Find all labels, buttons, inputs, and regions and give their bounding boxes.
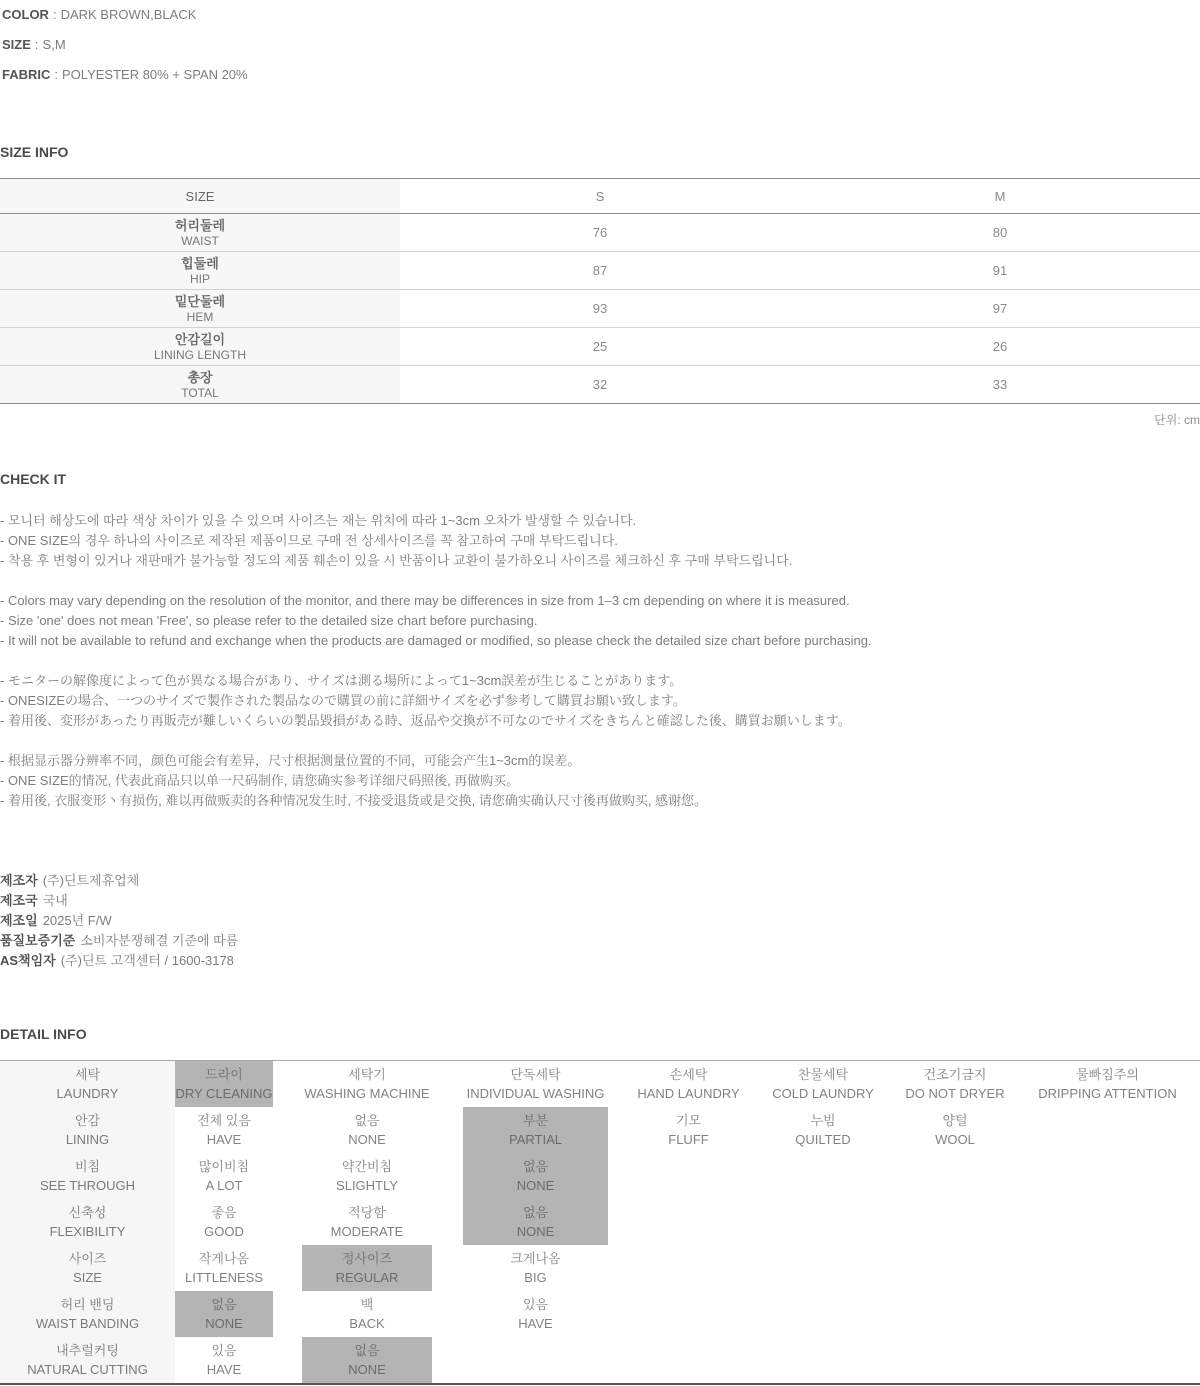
detail-option-en: DRIPPING ATTENTION [1038, 1086, 1177, 1101]
detail-option-en: WOOL [935, 1132, 975, 1147]
detail-option-en: GOOD [204, 1224, 244, 1239]
size-value-s: 93 [592, 301, 608, 316]
detail-option-en: MODERATE [330, 1224, 404, 1239]
size-row-label-en: WAIST [181, 233, 219, 248]
detail-option [900, 1107, 1010, 1153]
detail-option-kr: 세탁기 [348, 1067, 386, 1082]
detail-header-kr: 내추럴커팅 [56, 1343, 119, 1358]
check-note-line: - 着用後, 衣服变形丶有损伤, 难以再做贩卖的各种情况发生时, 不接受退货或是交换, 请您确实确认尺寸後再做购买, 感谢您。 [0, 793, 708, 808]
detail-option-en: NONE [205, 1316, 243, 1331]
detail-option [302, 1291, 432, 1337]
check-note-line: - モニターの解像度によって色が異なる場合があり、サイズは測る場所によって1~3cm誤差が生じることがあります。 [0, 673, 683, 688]
manufacturer-label: 제조국 [0, 893, 38, 908]
detail-option-kr: 백 [360, 1297, 374, 1312]
detail-option-en: LITTLENESS [184, 1270, 264, 1285]
manufacturer-line [0, 871, 1200, 891]
detail-option-selected [302, 1337, 432, 1383]
detail-option-kr: 건조기금지 [923, 1067, 987, 1082]
detail-option [1030, 1061, 1185, 1107]
detail-option-kr: 단독세탁 [510, 1067, 561, 1082]
detail-row-header [0, 1153, 175, 1199]
detail-option-en: HAND LAUNDRY [637, 1086, 740, 1101]
detail-option-kr: 없음 [522, 1205, 549, 1220]
detail-header-en: SIZE [73, 1270, 102, 1285]
size-row-label [0, 290, 400, 328]
detail-option-kr: 작게나옴 [198, 1251, 250, 1266]
check-note-line: - It will not be available to refund and exchange when the products are damaged or modified, so please check the detailed size chart before purchasing. [0, 633, 872, 648]
detail-option [463, 1061, 608, 1107]
detail-row-header [0, 1337, 175, 1383]
detail-option-kr: 누빔 [810, 1113, 836, 1128]
manufacturer-info [0, 871, 1200, 971]
detail-option [463, 1245, 608, 1291]
size-value-s: 25 [592, 339, 608, 354]
manufacturer-line [0, 891, 1200, 911]
spec-size [2, 38, 1200, 52]
size-info-body [0, 214, 1200, 404]
detail-header-kr: 안감 [74, 1113, 101, 1128]
detail-option-kr: 양털 [942, 1113, 968, 1128]
spec-separator: : [54, 67, 59, 82]
detail-row [0, 1337, 1200, 1383]
detail-option-kr: 있음 [211, 1343, 237, 1358]
manufacturer-value: (주)딘트제휴업체 [42, 873, 140, 888]
manufacturer-line [0, 931, 1200, 951]
size-row-label-en: TOTAL [181, 385, 219, 400]
detail-option-selected [463, 1107, 608, 1153]
detail-row-header [0, 1291, 175, 1337]
manufacturer-line [0, 911, 1200, 931]
detail-option-en: HAVE [206, 1362, 242, 1377]
size-col-header-s: S [400, 179, 800, 214]
spec-color-value: DARK BROWN,BLACK [60, 7, 197, 22]
manufacturer-label: 제조자 [0, 873, 38, 888]
detail-option-kr: 없음 [522, 1159, 549, 1174]
detail-row [0, 1153, 1200, 1199]
detail-option-en: NONE [348, 1132, 386, 1147]
manufacturer-label: 제조일 [0, 913, 38, 928]
detail-info-title: DETAIL INFO [0, 1026, 87, 1042]
spec-size-label: SIZE [2, 37, 31, 52]
manufacturer-label: AS책임자 [0, 953, 56, 968]
detail-option-kr: 물빠짐주의 [1076, 1067, 1139, 1082]
detail-option [302, 1153, 432, 1199]
size-table-row [0, 214, 1200, 252]
spec-size-value: S,M [42, 37, 66, 52]
detail-row [0, 1199, 1200, 1245]
check-note-line: - ONE SIZE의 경우 하나의 사이즈로 제작된 제품이므로 구매 전 상세사이즈를 꼭 참고하여 구매 부탁드립니다. [0, 533, 618, 548]
detail-row [0, 1107, 1200, 1153]
detail-header-en: FLEXIBILITY [49, 1224, 126, 1239]
detail-option-kr: 크게나옴 [510, 1251, 561, 1266]
size-value-m: 97 [992, 301, 1008, 316]
size-row-label-kr: 밑단둘레 [174, 293, 226, 309]
detail-row [0, 1291, 1200, 1337]
detail-option [900, 1061, 1010, 1107]
spec-color-label: COLOR [2, 7, 49, 22]
detail-option-en: WASHING MACHINE [304, 1086, 430, 1101]
detail-option-kr: 찬물세탁 [797, 1067, 849, 1082]
detail-option-kr: 약간비침 [341, 1159, 393, 1174]
product-specs [2, 8, 1200, 82]
size-row-label-en: HIP [189, 271, 210, 286]
check-note-line: - ONE SIZE的情况, 代表此商品只以单一尺码制作, 请您确实参考详细尺码照後, 再做购买。 [0, 773, 520, 788]
size-value-s: 32 [592, 377, 608, 392]
detail-option-kr: 드라이 [205, 1067, 243, 1082]
check-note-block-japanese [0, 671, 1200, 731]
check-note-block-korean [0, 511, 1200, 571]
check-note-block-english [0, 591, 1200, 651]
detail-option-en: A LOT [205, 1178, 243, 1193]
size-info-title: SIZE INFO [0, 144, 69, 160]
manufacturer-label: 품질보증기준 [0, 933, 76, 948]
size-row-label [0, 328, 400, 366]
detail-option [175, 1153, 273, 1199]
size-table-row [0, 366, 1200, 404]
size-table-row [0, 328, 1200, 366]
detail-option-selected [175, 1291, 273, 1337]
size-col-header-m: M [800, 179, 1200, 214]
size-row-label [0, 366, 400, 404]
detail-header-kr: 신축성 [68, 1205, 107, 1220]
detail-option-selected [463, 1153, 608, 1199]
detail-option-en: INDIVIDUAL WASHING [466, 1086, 605, 1101]
check-note-line: - 着用後、変形があったり再販売が難しいくらいの製品毀損がある時、返品や交換が不可なのでサイズをきちんと確認した後、購買お願いします。 [0, 713, 851, 728]
spec-fabric [2, 68, 1200, 82]
detail-option-selected [463, 1199, 608, 1245]
detail-option-en: QUILTED [795, 1132, 851, 1147]
detail-row [0, 1245, 1200, 1291]
detail-option [175, 1245, 273, 1291]
detail-header-en: LINING [65, 1132, 110, 1147]
detail-row-header [0, 1245, 175, 1291]
size-info-table [0, 178, 1200, 404]
check-note-line: - 根据显示器分辨率不同，颜色可能会有差异，尺寸根据测量位置的不同，可能会产生1~3cm的误差。 [0, 753, 581, 768]
detail-header-kr: 비침 [74, 1159, 101, 1174]
spec-fabric-value: POLYESTER 80% + SPAN 20% [62, 67, 248, 82]
detail-option-kr: 없음 [211, 1297, 237, 1312]
detail-option-kr: 적당함 [348, 1205, 386, 1220]
check-note-line: - 모니터 해상도에 따라 색상 차이가 있을 수 있으며 사이즈는 재는 위치에 따라 1~3cm 오차가 발생할 수 있습니다. [0, 513, 637, 528]
size-row-label-kr: 힙둘레 [181, 255, 219, 271]
size-value-m: 91 [992, 263, 1008, 278]
detail-option [175, 1107, 273, 1153]
check-note-block-chinese [0, 751, 1200, 811]
manufacturer-value: 2025년 F/W [42, 913, 112, 928]
detail-row-header [0, 1199, 175, 1245]
size-row-label [0, 214, 400, 252]
detail-option-en: NONE [516, 1224, 555, 1239]
spec-color [2, 8, 1200, 22]
detail-option-en: REGULAR [335, 1270, 399, 1285]
manufacturer-value: (주)딘트 고객센터 / 1600-3178 [60, 953, 234, 968]
check-it-notes [0, 511, 1200, 811]
detail-option-kr: 좋음 [211, 1205, 237, 1220]
size-value-m: 33 [992, 377, 1008, 392]
size-value-s: 76 [592, 225, 608, 240]
detail-option-selected [175, 1061, 273, 1107]
detail-option-kr: 없음 [354, 1113, 380, 1128]
detail-option-en: PARTIAL [509, 1132, 562, 1147]
detail-option [463, 1291, 608, 1337]
check-note-line: - Size 'one' does not mean 'Free', so please refer to the detailed size chart before purchasing. [0, 613, 538, 628]
detail-option [635, 1107, 742, 1153]
detail-header-en: WAIST BANDING [35, 1316, 140, 1331]
detail-header-kr: 사이즈 [68, 1251, 107, 1266]
manufacturer-value: 소비자분쟁해결 기준에 따름 [80, 933, 239, 948]
detail-option [175, 1199, 273, 1245]
size-table-header-row [0, 179, 1200, 214]
detail-option-en: BIG [524, 1270, 547, 1285]
check-it-title: CHECK IT [0, 471, 67, 487]
detail-option-kr: 기모 [675, 1113, 702, 1128]
detail-option-en: BACK [349, 1316, 385, 1331]
detail-option [302, 1199, 432, 1245]
detail-option-kr: 정사이즈 [341, 1251, 393, 1266]
detail-option-selected [302, 1245, 432, 1291]
manufacturer-line [0, 951, 1200, 971]
spec-fabric-label: FABRIC [2, 67, 51, 82]
manufacturer-value: 국내 [42, 893, 68, 908]
size-table-row [0, 252, 1200, 290]
size-table-row [0, 290, 1200, 328]
detail-option-en: NONE [348, 1362, 386, 1377]
detail-option [302, 1061, 432, 1107]
size-row-label-en: LINING LENGTH [153, 347, 246, 362]
detail-option-kr: 있음 [522, 1297, 549, 1312]
detail-option-kr: 부분 [522, 1113, 549, 1128]
unit-note: 단위: cm [1154, 413, 1200, 427]
spec-separator: : [34, 37, 39, 52]
detail-option-en: HAVE [518, 1316, 553, 1331]
check-note-line: - ONESIZEの場合、一つのサイズで製作された製品なので購買の前に詳細サイズを必ず参考して購買お願い致します。 [0, 693, 686, 708]
size-row-label-en: HEM [186, 309, 214, 324]
detail-header-en: LAUNDRY [56, 1086, 119, 1101]
detail-option [302, 1107, 432, 1153]
detail-option [175, 1337, 273, 1383]
detail-header-en: NATURAL CUTTING [27, 1362, 148, 1377]
detail-header-en: SEE THROUGH [39, 1178, 136, 1193]
size-row-label [0, 252, 400, 290]
detail-option [635, 1061, 742, 1107]
detail-option-en: SLIGHTLY [336, 1178, 398, 1193]
check-note-line: - Colors may vary depending on the resolution of the monitor, and there may be differences in size from 1–3 cm depending on where it is measured. [0, 593, 850, 608]
detail-option-kr: 전체 있음 [197, 1113, 251, 1128]
spec-separator: : [52, 7, 57, 22]
size-col-header-size: SIZE [0, 179, 400, 214]
detail-option-en: HAVE [206, 1132, 242, 1147]
size-row-label-kr: 허리둘레 [174, 217, 226, 233]
size-value-s: 87 [592, 263, 608, 278]
size-row-label-kr: 안감길이 [174, 331, 226, 347]
size-value-m: 80 [992, 225, 1008, 240]
detail-option [770, 1107, 876, 1153]
detail-option-en: DRY CLEANING [175, 1086, 273, 1101]
detail-option-kr: 없음 [354, 1343, 380, 1358]
detail-option-kr: 많이비침 [198, 1159, 250, 1174]
detail-header-kr: 허리 밴딩 [60, 1297, 115, 1312]
size-value-m: 26 [992, 339, 1008, 354]
detail-option-kr: 손세탁 [669, 1067, 708, 1082]
detail-option-en: COLD LAUNDRY [772, 1086, 874, 1101]
detail-option-en: FLUFF [668, 1132, 709, 1147]
detail-row-header [0, 1061, 175, 1107]
detail-row [0, 1061, 1200, 1107]
detail-info-table [0, 1060, 1200, 1385]
detail-row-header [0, 1107, 175, 1153]
detail-option-en: DO NOT DRYER [905, 1086, 1005, 1101]
detail-option-en: NONE [516, 1178, 555, 1193]
detail-option [770, 1061, 876, 1107]
size-row-label-kr: 총장 [187, 369, 213, 385]
detail-header-kr: 세탁 [74, 1067, 101, 1082]
check-note-line: - 착용 후 변형이 있거나 재판매가 불가능할 정도의 제품 훼손이 있을 시 반품이나 교환이 불가하오니 사이즈를 체크하신 후 구매 부탁드립니다. [0, 553, 793, 568]
